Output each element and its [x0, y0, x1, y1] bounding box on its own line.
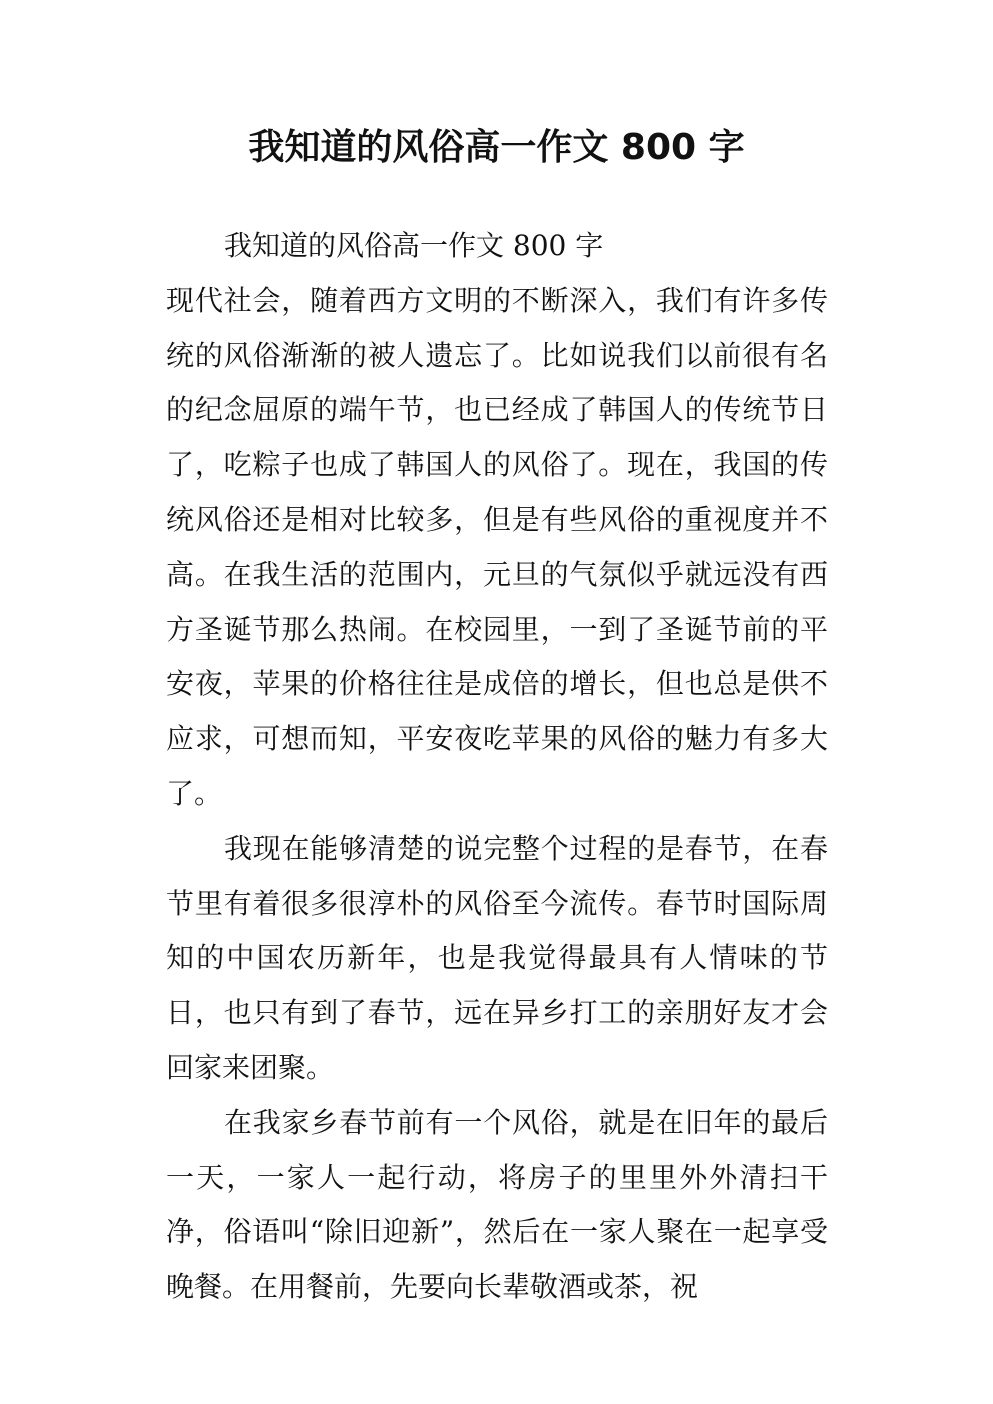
- document-title: 我知道的风俗高一作文 800 字: [248, 127, 745, 168]
- paragraph-intro: 现代社会，随着西方文明的不断深入，我们有许多传统的风俗渐渐的被人遗忘了。比如说我们以前很有名的纪念屈原的端午节，也已经成了韩国人的传统节日了，吃粽子也成了韩国人的风俗了。现在，我国的传统风俗还是相对比较多，但是有些风俗的重视度并不高。在我生活的范围内，元旦的气氛似乎就远没有西方圣诞节那么热闹。在校园里，一到了圣诞节前的平安夜，苹果的价格往往是成倍的增长，但也总是供不应求，可想而知，平安夜吃苹果的风俗的魅力有多大了。: [166, 283, 828, 810]
- paragraph-spring-festival: 我现在能够清楚的说完整个过程的是春节，在春节里有着很多很淳朴的风俗至今流传。春节时国际周知的中国农历新年，也是我觉得最具有人情味的节日，也只有到了春节，远在异乡打工的亲朋好友才会回家来团聚。: [166, 831, 828, 1084]
- paragraph-hometown-custom: 在我家乡春节前有一个风俗，就是在旧年的最后一天，一家人一起行动，将房子的里里外外清扫干净，俗语叫“除旧迎新”，然后在一家人聚在一起享受晚餐。在用餐前，先要向长辈敬酒或茶，祝: [166, 1105, 828, 1304]
- paragraph-subtitle: 我知道的风俗高一作文 800 字: [224, 229, 604, 262]
- document-body: [166, 219, 828, 1315]
